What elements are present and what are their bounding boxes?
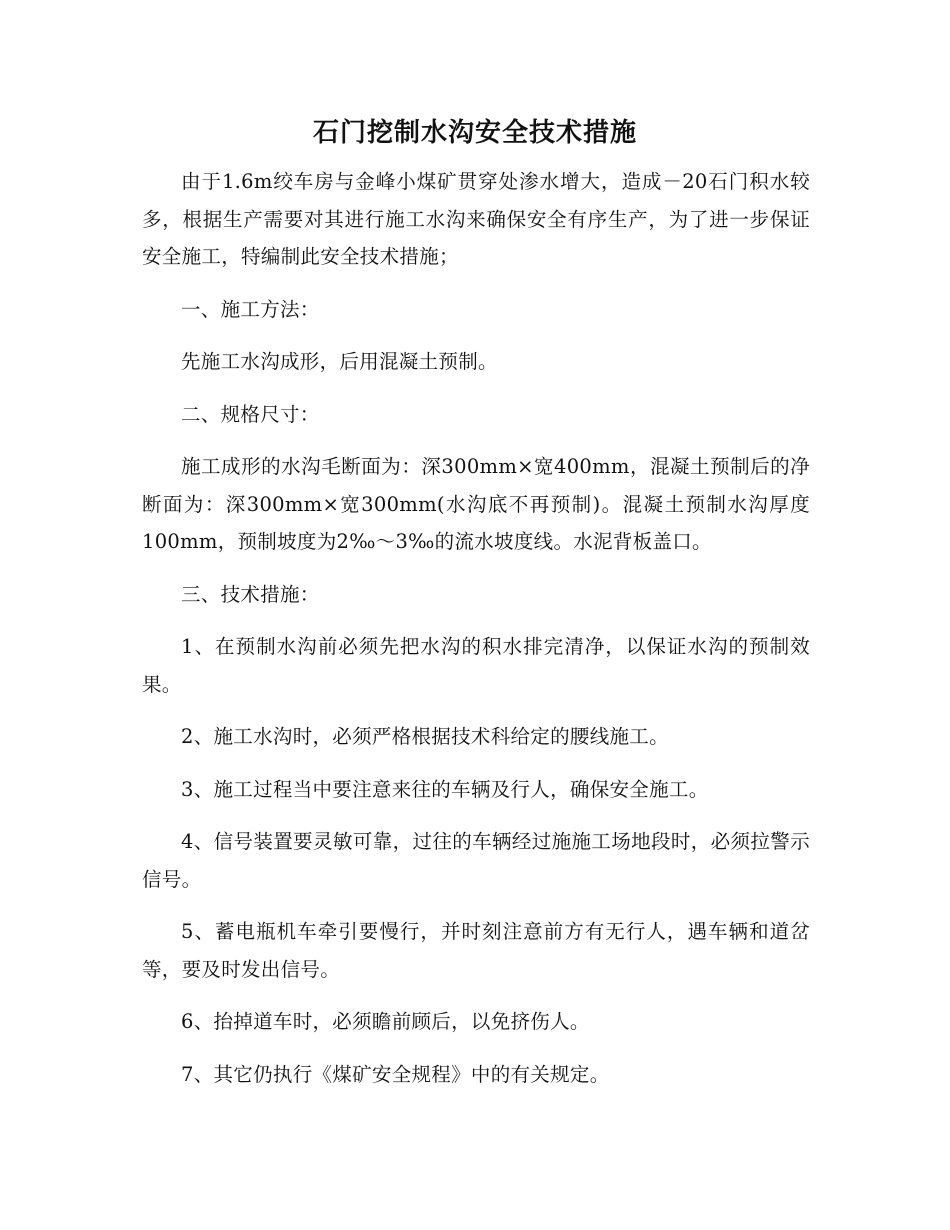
measure-item-4: 4、信号装置要灵敏可靠，过往的车辆经过施施工场地段时，必须拉警示信号。 — [142, 830, 810, 891]
document-body — [142, 163, 810, 1108]
measure-item-7: 7、其它仍执行《煤矿安全规程》中的有关规定。 — [181, 1062, 610, 1086]
measure-item-3: 3、施工过程当中要注意来往的车辆及行人，确保安全施工。 — [181, 777, 709, 801]
spec-paragraph: 施工成形的水沟毛断面为：深300mm×宽400mm，混凝土预制后的净断面为：深300mm×宽300mm(水沟底不再预制)。混凝土预制水沟厚度100mm，预制坡度为2‰～3‰的流水坡度线。水泥背板盖口。 — [142, 455, 810, 553]
section-heading-measures: 三、技术措施： — [181, 582, 320, 606]
document-title: 石门挖制水沟安全技术措施 — [312, 118, 637, 148]
measure-item-1: 1、在预制水沟前必须先把水沟的积水排完清净，以保证水沟的预制效果。 — [142, 635, 810, 696]
section-heading-spec: 二、规格尺寸： — [181, 402, 320, 426]
method-paragraph: 先施工水沟成形，后用混凝土预制。 — [181, 350, 498, 373]
measure-item-2: 2、施工水沟时，必须严格根据技术科给定的腰线施工。 — [181, 725, 669, 748]
measure-item-6: 6、抬掉道车时，必须瞻前顾后，以免挤伤人。 — [181, 1010, 590, 1033]
section-heading-method: 一、施工方法： — [181, 297, 320, 321]
intro-paragraph: 由于1.6m绞车房与金峰小煤矿贯穿处渗水增大，造成－20石门积水较多，根据生产需要对其进行施工水沟来确保安全有序生产，为了进一步保证安全施工，特编制此安全技术措施； — [142, 170, 810, 268]
measure-item-5: 5、蓄电瓶机车牵引要慢行，并时刻注意前方有无行人，遇车辆和道岔等，要及时发出信号。 — [142, 920, 810, 981]
